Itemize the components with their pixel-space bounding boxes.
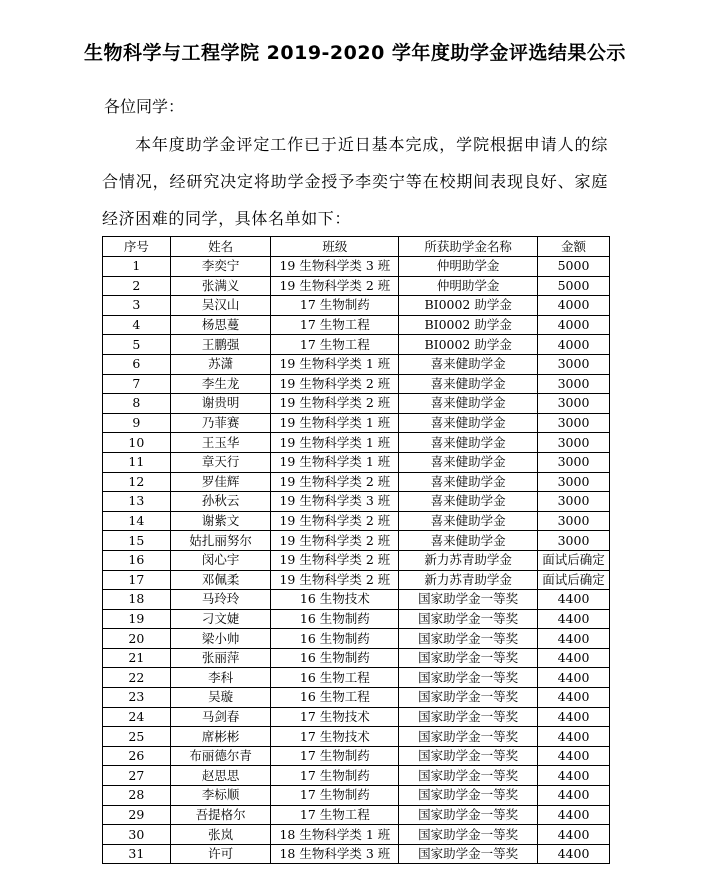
table-row — [103, 688, 610, 708]
cell-amount: 4400 — [538, 786, 610, 806]
cell-name: 李科 — [170, 668, 271, 688]
cell-award: 喜来健助学金 — [399, 433, 538, 453]
table-row — [103, 648, 610, 668]
cell-class: 17 生物技术 — [271, 727, 399, 747]
table-row — [103, 276, 610, 296]
cell-index: 2 — [103, 276, 171, 296]
cell-class: 19 生物科学类 2 班 — [271, 550, 399, 570]
cell-award: 喜来健助学金 — [399, 394, 538, 414]
table-row — [103, 394, 610, 414]
cell-award: 国家助学金一等奖 — [399, 609, 538, 629]
cell-award: 国家助学金一等奖 — [399, 727, 538, 747]
cell-award: BI0002 助学金 — [399, 296, 538, 316]
cell-class: 19 生物科学类 3 班 — [271, 492, 399, 512]
cell-name: 布丽德尔青 — [170, 746, 271, 766]
cell-index: 29 — [103, 805, 171, 825]
cell-name: 吴璇 — [170, 688, 271, 708]
cell-index: 3 — [103, 296, 171, 316]
cell-award: 喜来健助学金 — [399, 511, 538, 531]
cell-index: 7 — [103, 374, 171, 394]
cell-class: 17 生物工程 — [271, 335, 399, 355]
cell-class: 16 生物制药 — [271, 648, 399, 668]
cell-amount: 4400 — [538, 609, 610, 629]
cell-index: 6 — [103, 354, 171, 374]
cell-name: 李标顺 — [170, 786, 271, 806]
cell-index: 24 — [103, 707, 171, 727]
cell-amount: 4400 — [538, 746, 610, 766]
cell-amount: 4400 — [538, 825, 610, 845]
cell-amount: 4000 — [538, 315, 610, 335]
table-row — [103, 668, 610, 688]
cell-name: 杨思蔓 — [170, 315, 271, 335]
cell-award: 国家助学金一等奖 — [399, 629, 538, 649]
cell-class: 16 生物制药 — [271, 609, 399, 629]
cell-index: 25 — [103, 727, 171, 747]
cell-index: 21 — [103, 648, 171, 668]
cell-name: 李奕宁 — [170, 257, 271, 277]
cell-award: 国家助学金一等奖 — [399, 746, 538, 766]
cell-index: 23 — [103, 688, 171, 708]
cell-class: 16 生物工程 — [271, 668, 399, 688]
cell-amount: 面试后确定 — [538, 550, 610, 570]
cell-amount: 4400 — [538, 648, 610, 668]
greeting: 各位同学： — [104, 97, 185, 116]
cell-amount: 4400 — [538, 590, 610, 610]
table-row — [103, 374, 610, 394]
cell-index: 30 — [103, 825, 171, 845]
table-row — [103, 452, 610, 472]
cell-award: BI0002 助学金 — [399, 335, 538, 355]
cell-index: 26 — [103, 746, 171, 766]
cell-name: 马剑春 — [170, 707, 271, 727]
cell-index: 16 — [103, 550, 171, 570]
cell-name: 赵思思 — [170, 766, 271, 786]
cell-class: 16 生物技术 — [271, 590, 399, 610]
cell-name: 谢紫文 — [170, 511, 271, 531]
cell-amount: 3000 — [538, 511, 610, 531]
cell-name: 马玲玲 — [170, 590, 271, 610]
table-row — [103, 570, 610, 590]
cell-class: 17 生物工程 — [271, 315, 399, 335]
cell-award: 新力苏青助学金 — [399, 550, 538, 570]
cell-award: BI0002 助学金 — [399, 315, 538, 335]
table-row — [103, 590, 610, 610]
cell-award: 国家助学金一等奖 — [399, 707, 538, 727]
header-class: 班级 — [271, 237, 399, 257]
document-title: 生物科学与工程学院 2019-2020 学年度助学金评选结果公示 — [84, 42, 626, 64]
cell-award: 喜来健助学金 — [399, 413, 538, 433]
cell-amount: 3000 — [538, 394, 610, 414]
table-row — [103, 805, 610, 825]
table-row — [103, 315, 610, 335]
cell-index: 31 — [103, 844, 171, 864]
cell-award: 喜来健助学金 — [399, 472, 538, 492]
cell-index: 13 — [103, 492, 171, 512]
table-row — [103, 746, 610, 766]
cell-class: 19 生物科学类 1 班 — [271, 413, 399, 433]
cell-class: 19 生物科学类 3 班 — [271, 257, 399, 277]
cell-amount: 3000 — [538, 413, 610, 433]
cell-award: 国家助学金一等奖 — [399, 766, 538, 786]
cell-class: 19 生物科学类 2 班 — [271, 276, 399, 296]
cell-amount: 3000 — [538, 531, 610, 551]
cell-index: 14 — [103, 511, 171, 531]
cell-award: 国家助学金一等奖 — [399, 825, 538, 845]
cell-award: 国家助学金一等奖 — [399, 844, 538, 864]
cell-index: 27 — [103, 766, 171, 786]
cell-class: 19 生物科学类 2 班 — [271, 394, 399, 414]
cell-award: 国家助学金一等奖 — [399, 688, 538, 708]
table-row — [103, 786, 610, 806]
table-row — [103, 472, 610, 492]
cell-amount: 4400 — [538, 629, 610, 649]
cell-amount: 3000 — [538, 354, 610, 374]
cell-name: 孙秋云 — [170, 492, 271, 512]
table-row — [103, 511, 610, 531]
header-amount: 金额 — [538, 237, 610, 257]
cell-award: 国家助学金一等奖 — [399, 805, 538, 825]
cell-index: 1 — [103, 257, 171, 277]
cell-index: 20 — [103, 629, 171, 649]
cell-class: 17 生物技术 — [271, 707, 399, 727]
cell-name: 张岚 — [170, 825, 271, 845]
cell-amount: 4400 — [538, 668, 610, 688]
cell-name: 梁小帅 — [170, 629, 271, 649]
cell-name: 姑扎丽努尔 — [170, 531, 271, 551]
cell-award: 国家助学金一等奖 — [399, 648, 538, 668]
table-row — [103, 354, 610, 374]
cell-class: 16 生物制药 — [271, 629, 399, 649]
table-row — [103, 492, 610, 512]
table-row — [103, 335, 610, 355]
cell-name: 吴汉山 — [170, 296, 271, 316]
cell-amount: 5000 — [538, 276, 610, 296]
cell-amount: 3000 — [538, 452, 610, 472]
cell-amount: 3000 — [538, 492, 610, 512]
table-row — [103, 844, 610, 864]
cell-index: 4 — [103, 315, 171, 335]
cell-award: 国家助学金一等奖 — [399, 590, 538, 610]
cell-amount: 4400 — [538, 844, 610, 864]
cell-class: 16 生物工程 — [271, 688, 399, 708]
cell-amount: 4400 — [538, 727, 610, 747]
table-row — [103, 257, 610, 277]
cell-index: 12 — [103, 472, 171, 492]
cell-class: 17 生物制药 — [271, 766, 399, 786]
cell-amount: 3000 — [538, 472, 610, 492]
cell-class: 17 生物制药 — [271, 746, 399, 766]
cell-index: 5 — [103, 335, 171, 355]
table-row — [103, 609, 610, 629]
cell-class: 17 生物制药 — [271, 296, 399, 316]
cell-amount: 4000 — [538, 335, 610, 355]
cell-amount: 4400 — [538, 707, 610, 727]
cell-amount: 5000 — [538, 257, 610, 277]
cell-amount: 4400 — [538, 688, 610, 708]
cell-index: 9 — [103, 413, 171, 433]
cell-index: 18 — [103, 590, 171, 610]
table-row — [103, 766, 610, 786]
cell-award: 喜来健助学金 — [399, 374, 538, 394]
cell-class: 19 生物科学类 2 班 — [271, 570, 399, 590]
cell-class: 19 生物科学类 2 班 — [271, 531, 399, 551]
cell-class: 19 生物科学类 2 班 — [271, 472, 399, 492]
cell-index: 15 — [103, 531, 171, 551]
cell-amount: 4400 — [538, 766, 610, 786]
cell-name: 王鹏强 — [170, 335, 271, 355]
cell-amount: 3000 — [538, 433, 610, 453]
cell-name: 闵心宇 — [170, 550, 271, 570]
cell-class: 17 生物制药 — [271, 786, 399, 806]
award-table — [102, 236, 610, 864]
cell-name: 邓佩柔 — [170, 570, 271, 590]
cell-name: 乃菲赛 — [170, 413, 271, 433]
cell-name: 王玉华 — [170, 433, 271, 453]
cell-index: 19 — [103, 609, 171, 629]
cell-name: 席彬彬 — [170, 727, 271, 747]
cell-name: 李生龙 — [170, 374, 271, 394]
table-row — [103, 629, 610, 649]
cell-class: 19 生物科学类 2 班 — [271, 511, 399, 531]
table-row — [103, 413, 610, 433]
cell-award: 喜来健助学金 — [399, 354, 538, 374]
cell-name: 张丽萍 — [170, 648, 271, 668]
table-row — [103, 825, 610, 845]
cell-award: 仲明助学金 — [399, 276, 538, 296]
cell-name: 苏潇 — [170, 354, 271, 374]
cell-class: 19 生物科学类 1 班 — [271, 452, 399, 472]
header-index: 序号 — [103, 237, 171, 257]
cell-award: 仲明助学金 — [399, 257, 538, 277]
cell-class: 19 生物科学类 1 班 — [271, 433, 399, 453]
cell-name: 谢贵明 — [170, 394, 271, 414]
table-row — [103, 433, 610, 453]
cell-name: 罗佳辉 — [170, 472, 271, 492]
cell-name: 吾提格尔 — [170, 805, 271, 825]
cell-award: 国家助学金一等奖 — [399, 668, 538, 688]
cell-index: 17 — [103, 570, 171, 590]
cell-class: 19 生物科学类 1 班 — [271, 354, 399, 374]
cell-name: 章天行 — [170, 452, 271, 472]
cell-award: 喜来健助学金 — [399, 452, 538, 472]
cell-amount: 4000 — [538, 296, 610, 316]
cell-class: 19 生物科学类 2 班 — [271, 374, 399, 394]
table-row — [103, 550, 610, 570]
cell-amount: 4400 — [538, 805, 610, 825]
table-row — [103, 727, 610, 747]
table-row — [103, 296, 610, 316]
cell-index: 10 — [103, 433, 171, 453]
table-row — [103, 531, 610, 551]
cell-index: 11 — [103, 452, 171, 472]
table-row — [103, 707, 610, 727]
header-award: 所获助学金名称 — [399, 237, 538, 257]
header-name: 姓名 — [170, 237, 271, 257]
cell-name: 张满义 — [170, 276, 271, 296]
cell-class: 18 生物科学类 3 班 — [271, 844, 399, 864]
cell-index: 22 — [103, 668, 171, 688]
cell-name: 刁文婕 — [170, 609, 271, 629]
cell-index: 8 — [103, 394, 171, 414]
cell-award: 新力苏青助学金 — [399, 570, 538, 590]
cell-award: 喜来健助学金 — [399, 492, 538, 512]
cell-index: 28 — [103, 786, 171, 806]
cell-class: 17 生物工程 — [271, 805, 399, 825]
intro-paragraph: 本年度助学金评定工作已于近日基本完成，学院根据申请人的综合情况，经研究决定将助学金授予李奕宁等在校期间表现良好、家庭经济困难的同学，具体名单如下： — [102, 135, 608, 228]
table-header-row — [103, 237, 610, 257]
cell-award: 国家助学金一等奖 — [399, 786, 538, 806]
cell-amount: 面试后确定 — [538, 570, 610, 590]
cell-name: 许可 — [170, 844, 271, 864]
cell-class: 18 生物科学类 1 班 — [271, 825, 399, 845]
cell-award: 喜来健助学金 — [399, 531, 538, 551]
cell-amount: 3000 — [538, 374, 610, 394]
